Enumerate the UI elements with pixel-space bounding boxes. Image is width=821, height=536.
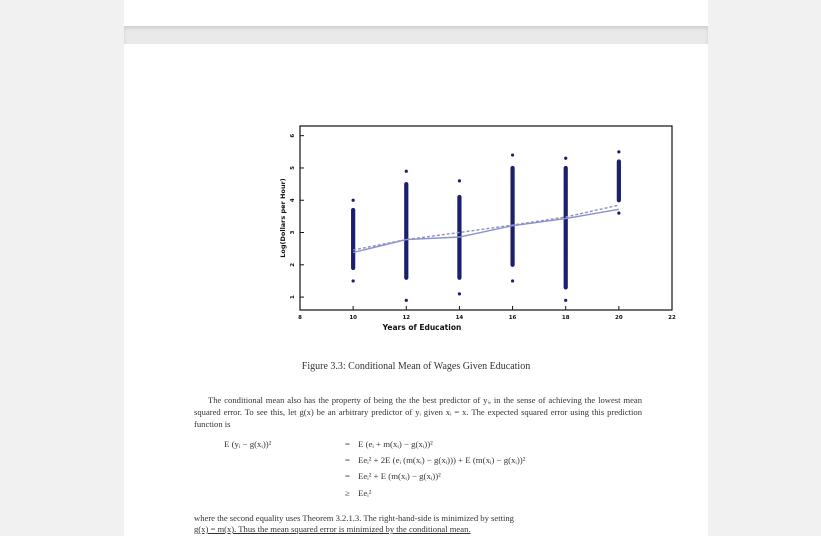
data-point xyxy=(458,212,461,215)
data-point xyxy=(617,160,620,163)
data-point xyxy=(617,173,620,176)
fit-lines xyxy=(353,205,619,252)
y-tick-label: 6 xyxy=(290,133,296,138)
data-point xyxy=(511,247,514,250)
paragraph-mse-minimized xyxy=(194,513,642,535)
x-tick-label: 22 xyxy=(668,315,676,321)
equation-rhs-1: E (eᵢ + m(xᵢ) − g(xᵢ))² xyxy=(358,439,433,449)
x-tick-label: 18 xyxy=(561,315,570,321)
x-tick-label: 12 xyxy=(402,315,411,321)
data-point xyxy=(564,286,567,289)
equation-relation-3: = xyxy=(345,471,350,481)
data-point xyxy=(564,299,567,302)
y-tick-label: 5 xyxy=(290,166,296,170)
data-point xyxy=(405,299,408,302)
y-axis-ticks xyxy=(290,134,304,299)
data-point xyxy=(458,244,461,247)
y-tick-label: 3 xyxy=(290,230,296,235)
data-point xyxy=(352,228,355,231)
equation-rhs-4: Eeᵢ² xyxy=(358,488,372,498)
data-point xyxy=(564,183,567,186)
data-point xyxy=(352,266,355,269)
data-point xyxy=(511,279,514,282)
y-tick-label: 1 xyxy=(290,295,296,300)
x-tick-label: 14 xyxy=(455,315,464,321)
data-point xyxy=(511,231,514,234)
data-point xyxy=(458,228,461,231)
data-point xyxy=(405,276,408,279)
data-point xyxy=(458,276,461,279)
data-point xyxy=(405,183,408,186)
data-point xyxy=(405,231,408,234)
data-point xyxy=(511,263,514,266)
data-point xyxy=(511,183,514,186)
data-point xyxy=(458,195,461,198)
data-point xyxy=(564,263,567,266)
data-point xyxy=(564,231,567,234)
data-point xyxy=(405,199,408,202)
data-point xyxy=(405,170,408,173)
equation-rhs-3: Eeᵢ² + E (m(xᵢ) − g(xᵢ))² xyxy=(358,471,441,481)
x-tick-label: 20 xyxy=(615,315,623,321)
data-point xyxy=(511,166,514,169)
data-point xyxy=(352,218,355,221)
equation-relation-2: = xyxy=(345,455,350,465)
data-point xyxy=(564,157,567,160)
x-tick-label: 8 xyxy=(298,315,302,321)
conditional-mean-line xyxy=(353,209,619,252)
data-point xyxy=(352,208,355,211)
data-point xyxy=(458,179,461,182)
y-axis-label: Log(Dollars per Hour) xyxy=(279,178,287,258)
data-point xyxy=(405,215,408,218)
figure-chart xyxy=(124,0,708,350)
paragraph-conditional-mean: The conditional mean also has the property of being the the best predictor of yᵢ, in the sense of achieving the lowest mean squared error. To see this, let g(x) be an arbitrary predictor of yᵢ given xᵢ = x. The expected squared error using this prediction function is xyxy=(194,395,642,429)
x-axis-label: Years of Education xyxy=(382,323,462,332)
x-tick-label: 16 xyxy=(508,315,517,321)
data-point xyxy=(617,150,620,153)
data-point xyxy=(458,260,461,263)
y-tick-label: 4 xyxy=(290,198,296,203)
figure-caption: Figure 3.3: Conditional Mean of Wages Given Education xyxy=(301,361,531,372)
data-point xyxy=(511,215,514,218)
equation-relation-4: ≥ xyxy=(345,488,350,498)
x-tick-label: 10 xyxy=(349,315,357,321)
data-point xyxy=(352,279,355,282)
data-point xyxy=(352,199,355,202)
data-point xyxy=(564,247,567,250)
data-point xyxy=(405,263,408,266)
paragraph-line-2: g(x) = m(x). Thus the mean squared error is minimized by the conditional mean. xyxy=(194,524,471,534)
equation-lhs: E (yᵢ − g(xᵢ))² xyxy=(224,439,272,449)
x-axis-ticks xyxy=(298,306,676,321)
data-point xyxy=(511,199,514,202)
data-point xyxy=(405,247,408,250)
data-point xyxy=(564,199,567,202)
paragraph-line-1: where the second equality uses Theorem 3.2.1.3. The right-hand-side is minimized by setting xyxy=(194,513,514,523)
data-point xyxy=(617,212,620,215)
data-point xyxy=(458,292,461,295)
wage-education-scatter xyxy=(124,0,708,345)
data-point xyxy=(564,166,567,169)
data-point xyxy=(352,257,355,260)
scatter-points xyxy=(352,150,621,302)
equation-relation-1: = xyxy=(345,439,350,449)
data-point xyxy=(352,237,355,240)
data-point xyxy=(511,153,514,156)
plot-frame xyxy=(300,126,672,310)
y-tick-label: 2 xyxy=(290,262,296,267)
data-point xyxy=(617,186,620,189)
data-point xyxy=(617,199,620,202)
document-page xyxy=(124,0,708,536)
equation-rhs-2: Eeᵢ² + 2E (eᵢ (m(xᵢ) − g(xᵢ))) + E (m(xᵢ) − g(xᵢ))² xyxy=(358,455,526,465)
